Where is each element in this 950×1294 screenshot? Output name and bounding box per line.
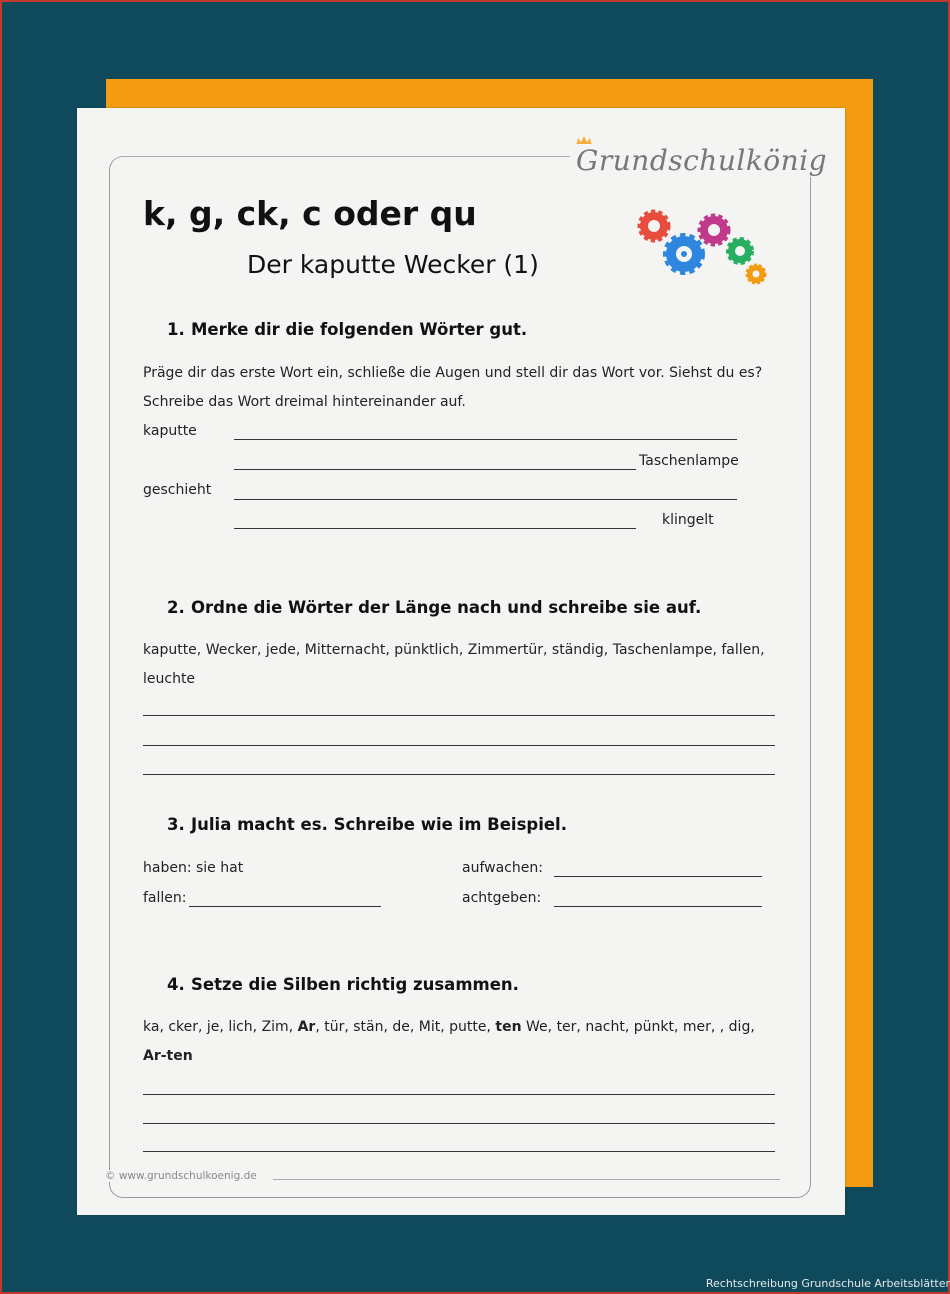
task1-heading-text: Merke dir die folgenden Wörter gut. <box>191 320 528 339</box>
footer-divider <box>273 1179 780 1180</box>
task4-answer-line-1[interactable] <box>143 1094 775 1095</box>
task1-answer-line-2[interactable] <box>234 469 636 470</box>
worksheet-subtitle: Der kaputte Wecker (1) <box>247 250 539 279</box>
task4-syllables-d: ten <box>495 1019 522 1035</box>
task3-example: haben: sie hat <box>143 860 244 876</box>
worksheet <box>77 108 845 1215</box>
worksheet-title: k, g, ck, c oder qu <box>143 194 477 233</box>
task4-syllables <box>143 1019 755 1035</box>
task3-item-aufwachen: aufwachen: <box>462 860 543 876</box>
worksheet-frame <box>109 156 811 1198</box>
task4-answer-line-2[interactable] <box>143 1123 775 1124</box>
task4-heading-text: Setze die Silben richtig zusammen. <box>191 975 519 994</box>
task1-answer-line-4[interactable] <box>234 528 636 529</box>
task4-answer-line-3[interactable] <box>143 1151 775 1152</box>
task2-number: 2. <box>167 598 185 617</box>
task1-answer-line-3[interactable] <box>234 499 737 500</box>
image-caption: Rechtschreibung Grundschule Arbeitsblätter <box>705 1277 950 1290</box>
task4-syllables-c: , tür, stän, de, Mit, putte, <box>315 1019 496 1035</box>
task3-item-fallen: fallen: <box>143 890 187 906</box>
task1-number: 1. <box>167 320 185 339</box>
brand-logo: Grundschulkönig <box>570 144 833 177</box>
task2-answer-line-2[interactable] <box>143 745 775 746</box>
task1-answer-line-1[interactable] <box>234 439 737 440</box>
task3-answer-aufwachen[interactable] <box>554 876 762 877</box>
task3-heading <box>167 815 567 834</box>
task3-heading-text: Julia macht es. Schreibe wie im Beispiel. <box>191 815 567 834</box>
task1-word-kaputte: kaputte <box>143 423 197 439</box>
task1-instruction-1: Präge dir das erste Wort ein, schließe die Augen und stell dir das Wort vor. Siehst du es? <box>143 365 763 381</box>
task2-heading-text: Ordne die Wörter der Länge nach und schreibe sie auf. <box>191 598 702 617</box>
footer-copyright: © www.grundschulkoenig.de <box>105 1170 263 1182</box>
task3-answer-achtgeben[interactable] <box>554 906 762 907</box>
task4-example: Ar-ten <box>143 1048 193 1064</box>
task2-heading <box>167 598 701 617</box>
task1-word-klingelt: klingelt <box>662 512 714 528</box>
task3-answer-fallen[interactable] <box>189 906 381 907</box>
task1-word-geschieht: geschieht <box>143 482 212 498</box>
task1-instruction-2: Schreibe das Wort dreimal hintereinander auf. <box>143 394 466 410</box>
task4-syllables-a: ka, cker, je, lich, Zim, <box>143 1019 298 1035</box>
task2-words-line-1: kaputte, Wecker, jede, Mitternacht, pünktlich, Zimmertür, ständig, Taschenlampe, fallen, <box>143 642 765 658</box>
task2-words-line-2: leuchte <box>143 671 196 687</box>
gears-icon <box>632 208 772 298</box>
task1-word-taschenlampe: Taschenlampe <box>639 453 739 469</box>
task3-item-achtgeben: achtgeben: <box>462 890 542 906</box>
task4-number: 4. <box>167 975 185 994</box>
task3-number: 3. <box>167 815 185 834</box>
task4-syllables-e: We, ter, nacht, pünkt, mer, , dig, <box>521 1019 755 1035</box>
task2-answer-line-1[interactable] <box>143 715 775 716</box>
task1-heading <box>167 320 527 339</box>
task4-syllables-b: Ar <box>297 1019 316 1035</box>
task2-answer-line-3[interactable] <box>143 774 775 775</box>
task4-heading <box>167 975 519 994</box>
